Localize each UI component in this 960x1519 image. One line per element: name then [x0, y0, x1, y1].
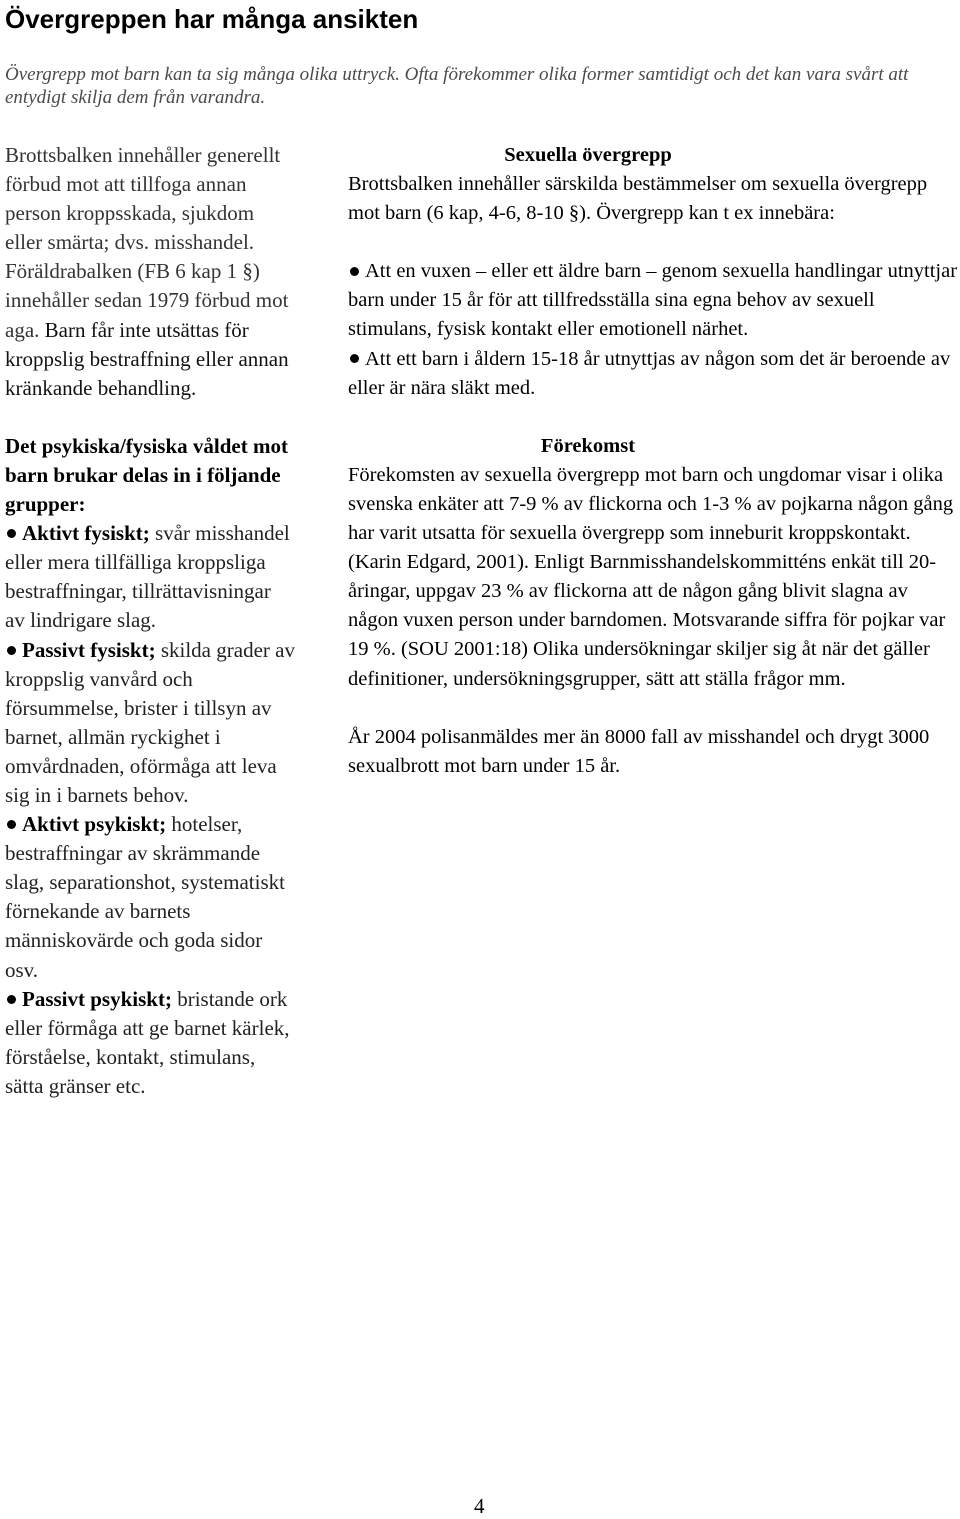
sexual-item-text: Att en vuxen – eller ett äldre barn – genom sexuella handlingar utnyttjar barn under 15 år för att tillfredsställa sina egna behov av sexuell stimulans, fysisk kontakt eller emotionell närhet. [348, 260, 958, 341]
page-number: 4 [474, 1494, 485, 1518]
right-column [348, 141, 960, 781]
list-item [5, 985, 295, 1101]
group-text: hotelser, bestraffningar av skrämmande slag, separationshot, systematiskt förnekande av barnets människovärde och goda sidor osv. [5, 812, 285, 982]
list-item [5, 636, 295, 811]
sexual-text: Brottsbalken innehåller särskilda bestämmelser om sexuella övergrepp mot barn (6 kap, 4-6, 8-10 §). Övergrepp kan t ex innebära: [348, 173, 928, 225]
sexual-item-text: Att ett barn i åldern 15-18 år utnyttjas av någon som det är beroende av eller är nära släkt med. [348, 347, 951, 399]
group-label: Aktivt fysiskt; [22, 521, 150, 546]
sexual-heading: Sexuella övergrepp [504, 144, 672, 166]
group-text: bristande ork eller förmåga att ge barnet kärlek, förståelse, kontakt, stimulans, sätta gränser etc. [5, 986, 290, 1098]
group-label: Aktivt psykiskt; [22, 812, 167, 837]
bullet-icon [7, 529, 16, 538]
group-label: Passivt fysiskt; [22, 637, 156, 662]
sexual-items-list [348, 257, 960, 402]
group-text: skilda grader av kroppslig vanvård och försummelse, brister i tillsyn av barnet, allmän ryckighet i omvårdnaden, oförmåga att leva sig in i barnets behov. [5, 637, 295, 807]
left-column [5, 141, 295, 1101]
bullet-icon [7, 646, 16, 655]
intro-text: Övergrepp mot barn kan ta sig många olika uttryck. Ofta förekommer olika former samtidigt och det kan vara svårt att entydigt skilja dem från varandra. [5, 64, 909, 108]
list-item [348, 257, 960, 344]
law-paragraph [5, 141, 295, 403]
bullet-icon [7, 820, 16, 829]
list-item [5, 810, 295, 985]
bullet-icon [350, 267, 359, 276]
list-item [5, 519, 295, 635]
prevalence-heading: Förekomst [540, 434, 636, 457]
law-text-2: Barn får inte utsättas för kroppslig bestraffning eller annan kränkande behandling. [5, 317, 289, 400]
violence-intro: Det psykiska/fysiska våldet mot barn brukar delas in i följande grupper: [5, 433, 288, 517]
prevalence-text: Förekomsten av sexuella övergrepp mot barn och ungdomar visar i olika svenska enkäter att 7-9 % av flickorna och 1-3 % av pojkarna någon gång har varit utsatta för sexuella övergrepp som inneburit kroppskontakt. (Karin Edgard, 2001). Enligt Barnmisshandelskommitténs enkät till 20-åringar, uppgav 23 % av flickorna att de någon gång blivit slagna av någon vuxen person under barndomen. Motsvarande siffra för pojkar var 19 %. (SOU 2001:18) Olika undersökningar skiljer sig åt när det gäller definitioner, undersökningsgrupper, sätt att ställa frågor mm. [348, 463, 954, 690]
violence-groups-list [5, 519, 295, 1101]
bullet-icon [350, 354, 359, 363]
final-text: År 2004 polisanmäldes mer än 8000 fall av misshandel och drygt 3000 sexualbrott mot barn under 15 år. [348, 725, 930, 777]
bullet-icon [7, 995, 16, 1004]
group-text: svår misshandel eller mera tillfälliga kroppsliga bestraffningar, tillrättavisningar av lindrigare slag. [5, 521, 290, 633]
page-title: Övergreppen har många ansikten [5, 4, 419, 34]
list-item [348, 345, 960, 403]
group-label: Passivt psykiskt; [22, 986, 172, 1011]
law-text: Brottsbalken innehåller generellt förbud mot att tillfoga annan person kroppsskada, sjukdom eller smärta; dvs. misshandel. Föräldrabalken (FB 6 kap 1 §) innehåller sedan 1979 förbud mot aga. [5, 143, 289, 342]
